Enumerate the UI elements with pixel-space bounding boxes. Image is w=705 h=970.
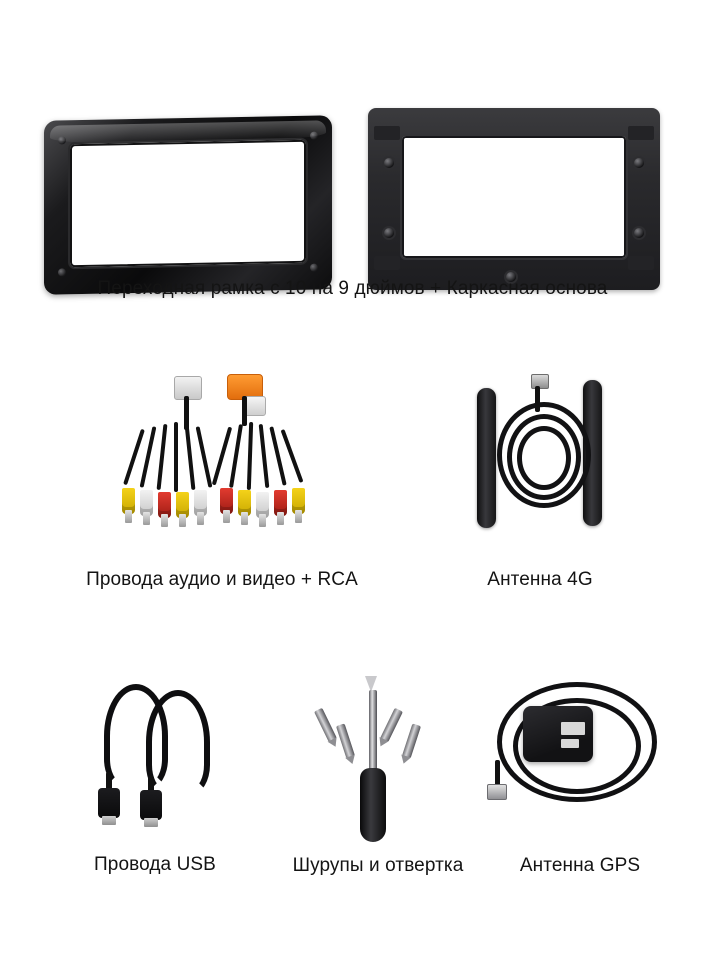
rca-metal-tip-icon [143,512,150,525]
screw-icon [314,708,337,743]
rca-metal-tip-icon [179,514,186,527]
usb-connector-icon [140,790,162,820]
wire-icon [196,426,213,487]
wire-icon [242,396,247,426]
caption-screws-screwdriver: Шурупы и отвертка [292,855,464,876]
mount-tab-icon [374,256,400,270]
frames-illustration-group [0,46,705,261]
wire-icon [212,427,232,486]
item-audio-video-wires [72,370,372,592]
rca-metal-tip-icon [197,512,204,525]
rca-metal-tip-icon [277,512,284,525]
rca-metal-tip-icon [161,514,168,527]
wire-icon [247,422,253,490]
carcass-base-matte-icon [368,108,660,290]
screw-icon [380,708,403,743]
screwdriver-shaft-icon [369,690,377,774]
screw-hole-icon [310,264,318,272]
antenna-4g-icon [435,370,645,545]
screw-hole-icon [58,268,66,276]
caption-antenna-gps: Антенна GPS [519,855,641,876]
antenna-gps-icon [475,672,685,827]
screw-hole-icon [310,132,318,140]
row-harness-antenna [0,370,705,610]
caption-antenna-4g: Антенна 4G [487,569,593,590]
screw-hole-icon [58,136,66,144]
caption-audio-video-wires: Провода аудио и видео + RCA [86,569,358,590]
gps-connector-icon [487,784,507,800]
usb-cable-icon [70,672,240,822]
screwdriver-handle-icon [360,768,386,842]
gps-label-icon [561,739,579,748]
item-screws-screwdriver [268,672,488,878]
item-antenna-4g [420,370,660,592]
caption-frames: Переходная рамка с 10 на 9 дюймов + Каркасная основа [97,278,608,299]
screw-hole-icon [634,158,644,168]
antenna-cable-coil-icon [517,426,571,490]
row-accessories [0,672,705,912]
caption-usb-cables: Провода USB [94,854,216,875]
wiring-harness-rca-icon [92,370,352,545]
antenna-connector-icon [531,374,549,389]
rca-metal-tip-icon [295,510,302,523]
screw-hole-icon [384,228,394,238]
usb-connector-icon [98,788,120,818]
wire-icon [174,422,178,492]
screws-screwdriver-icon [291,672,466,827]
gps-label-icon [561,722,585,735]
mount-tab-icon [628,126,654,140]
rca-metal-tip-icon [259,514,266,527]
rca-metal-tip-icon [125,510,132,523]
mount-tab-icon [374,126,400,140]
item-usb-cables [45,672,265,877]
screw-icon [401,723,420,758]
adapter-frame-glossy-icon [44,115,332,295]
wire-icon [229,424,243,488]
gps-module-icon [523,706,593,762]
wire-icon [185,424,196,490]
item-antenna-gps [470,672,690,878]
rca-metal-tip-icon [241,512,248,525]
rca-metal-tip-icon [223,510,230,523]
mount-tab-icon [628,256,654,270]
row-frames [0,46,705,311]
usb-cable-loop-icon [146,690,210,794]
antenna-strip-icon [477,388,496,528]
wire-icon [259,424,270,488]
wire-icon [157,424,168,490]
antenna-lead-icon [535,386,540,412]
screw-hole-icon [384,158,394,168]
screw-hole-icon [634,228,644,238]
